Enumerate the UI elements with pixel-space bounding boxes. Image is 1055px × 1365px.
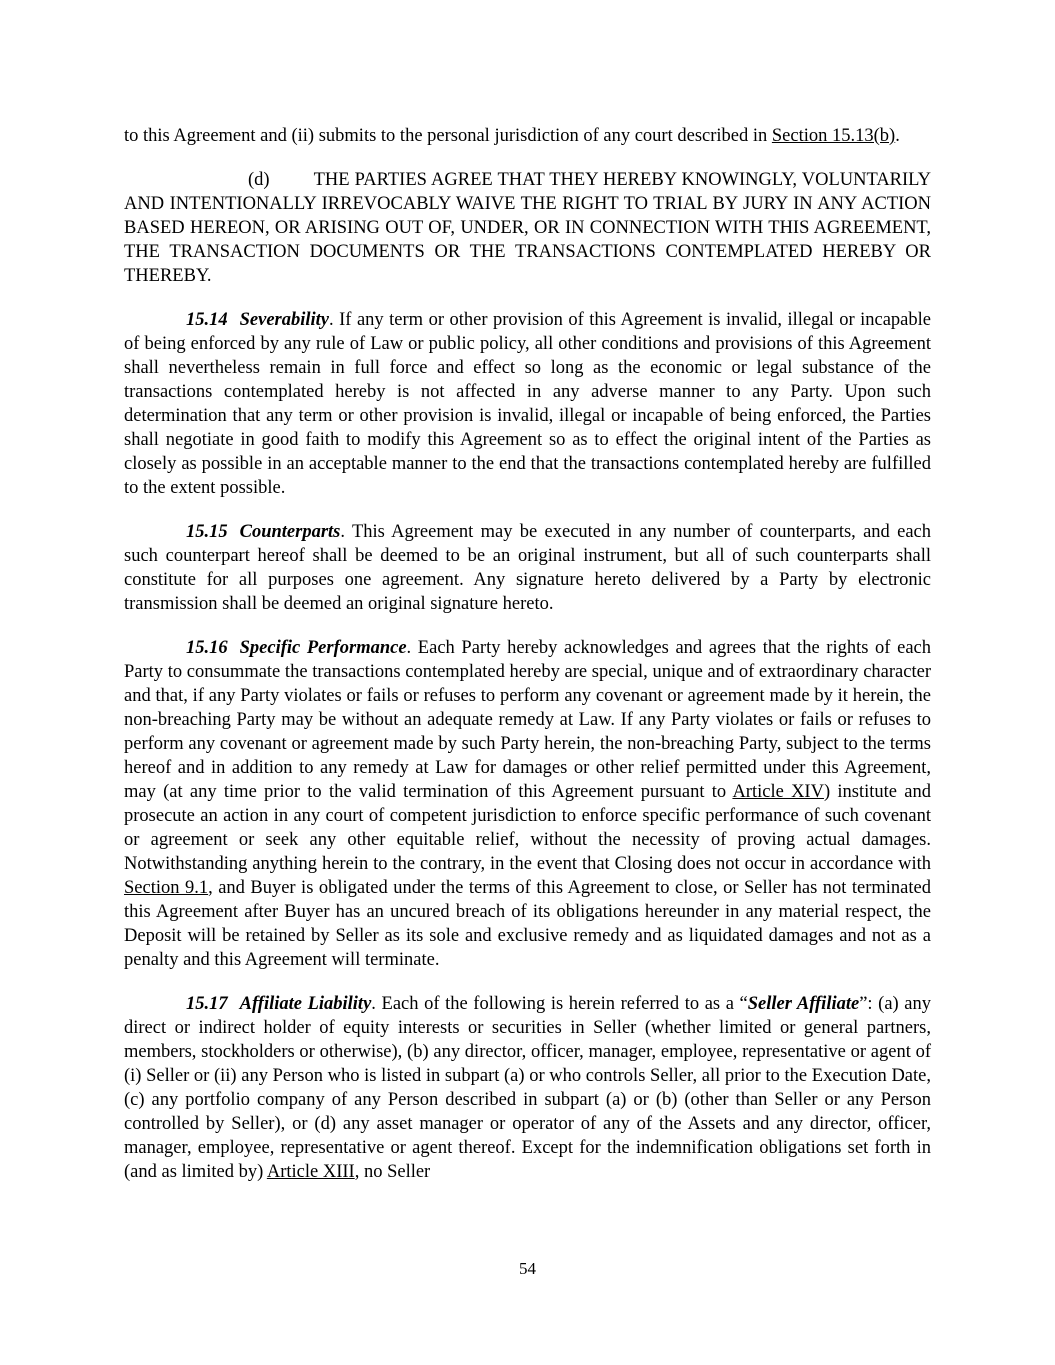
article-reference-link[interactable]: Article XIV (732, 782, 824, 802)
section-title: Counterparts (239, 522, 341, 542)
carryover-text: to this Agreement and (ii) submits to the personal jurisdiction of any court described in (124, 126, 772, 146)
jury-waiver-paragraph (124, 168, 931, 288)
section-title: Severability (239, 310, 330, 330)
document-page (124, 124, 931, 1204)
page-number: 54 (519, 1259, 536, 1278)
section-15-14 (124, 308, 931, 500)
section-body: . This Agreement may be executed in any number of counterparts, and each such counterpart hereof shall be deemed to be an original instrument, but all of such counterparts shall constitute for all purposes one agreement. Any signature hereto delivered by a Party by electronic transmission shall be deemed an original signature hereto. (124, 522, 931, 614)
section-reference-link[interactable]: Section 9.1 (124, 878, 209, 898)
section-title: Affiliate Liability (239, 994, 372, 1014)
section-15-16: 15.16 Specific Performance. Each Party hereby acknowledges and agrees that the rights of each Party to consummate the transactions contemplated hereby are special, unique and of extraordinary character and that, if any Party violates or fails or refuses to perform any covenant or agreement made by it herein, the non-breaching Party may be without an adequate remedy at Law. If any Party violates or fails or refuses to perform any covenant or agreement made by such Party herein, the non-breaching Party, subject to the terms hereof and in addition to any remedy at Law for damages or other relief permitted under this Agreement, may (at any time prior to the valid termination of this Agreement pursuant to Article XIV) institute and prosecute an action in any court of competent jurisdiction to enforce specific performance of such covenant or agreement or seek any other equitable relief, without the necessity of proving actual damages. Notwithstanding anything herein to the contrary, in the event that Closing does not occur in accordance with Section 9.1, and Buyer is obligated under the terms of this Agreement to close, or Seller has not terminated this Agreement after Buyer has an uncured breach of its obligations hereunder in any material respect, the Deposit will be retained by Seller as its sole and exclusive remedy and as liquidated damages and not as a penalty and this Agreement will terminate. (124, 638, 932, 970)
section-reference-link[interactable]: Section 15.13(b) (771, 126, 896, 146)
section-body: . If any term or other provision of this Agreement is invalid, illegal or incapable of being enforced by any rule of Law or public policy, all other conditions and provisions of this Agreement shall nevertheless remain in full force and effect so long as the economic or legal substance of the transactions contemplated hereby is not affected in any adverse manner to any Party. Upon such determination that any term or other provision is invalid, illegal or incapable of being enforced, the Parties shall negotiate in good faith to modify this Agreement so as to effect the original intent of the Parties as closely as possible in an acceptable manner to the end that the transactions contemplated hereby are fulfilled to the extent possible. (124, 310, 931, 498)
section-number: 15.15 (186, 522, 228, 542)
section-number: 15.16 (186, 638, 228, 658)
subsection-label: (d) (248, 170, 270, 190)
section-title: Specific Performance (239, 638, 407, 658)
article-reference-link[interactable]: Article XIII (266, 1162, 355, 1182)
section-15-15 (124, 520, 931, 616)
jury-waiver-text: THE PARTIES AGREE THAT THEY HEREBY KNOWINGLY, VOLUNTARILY AND INTENTIONALLY IRREVOCABLY WAIVE THE RIGHT TO TRIAL BY JURY IN ANY ACTION BASED HEREON, OR ARISING OUT OF, UNDER, OR IN CONNECTION WITH THIS AGREEMENT, THE TRANSACTION DOCUMENTS OR THE TRANSACTIONS CONTEMPLATED HEREBY OR THEREBY. (124, 170, 931, 286)
section-number: 15.17 (186, 994, 228, 1014)
carryover-paragraph: to this Agreement and (ii) submits to the personal jurisdiction of any court described in Section 15.13(b). (124, 126, 900, 146)
section-body: . Each Party hereby acknowledges and agrees that the rights of each Party to consummate the transactions contemplated hereby are special, unique and of extraordinary character and that, if any Party violates or fails or refuses to perform any covenant or agreement made by it herein, the non-breaching Party may be without an adequate remedy at Law. If any Party violates or fails or refuses to perform any covenant or agreement made by such Party herein, the non-breaching Party, subject to the terms hereof and in addition to any remedy at Law for damages or other relief permitted under this Agreement, may (at any time prior to the valid termination of this Agreement pursuant to (124, 638, 931, 802)
defined-term: Seller Affiliate (747, 994, 860, 1014)
section-number: 15.14 (186, 310, 228, 330)
section-body: . Each of the following is herein referred to as a “ (371, 994, 748, 1014)
section-15-17: 15.17 Affiliate Liability. Each of the following is herein referred to as a “Seller Affiliate”: (a) any direct or indirect holder of equity interests or securities in Seller (whether limited or general partners, members, stockholders or otherwise), (b) any director, officer, manager, employee, representative or agent of (i) Seller or (ii) any Person who is listed in subpart (a) or who controls Seller, all prior to the Execution Date, (c) any portfolio company of any Person described in subpart (a) or (b) (other than Seller or any Person controlled by Seller), or (d) any asset manager or operator of any of the Assets and any director, officer, manager, employee, representative or agent thereof. Except for the indemnification obligations set forth in (and as limited by) Article XIII, no Seller (124, 994, 931, 1182)
